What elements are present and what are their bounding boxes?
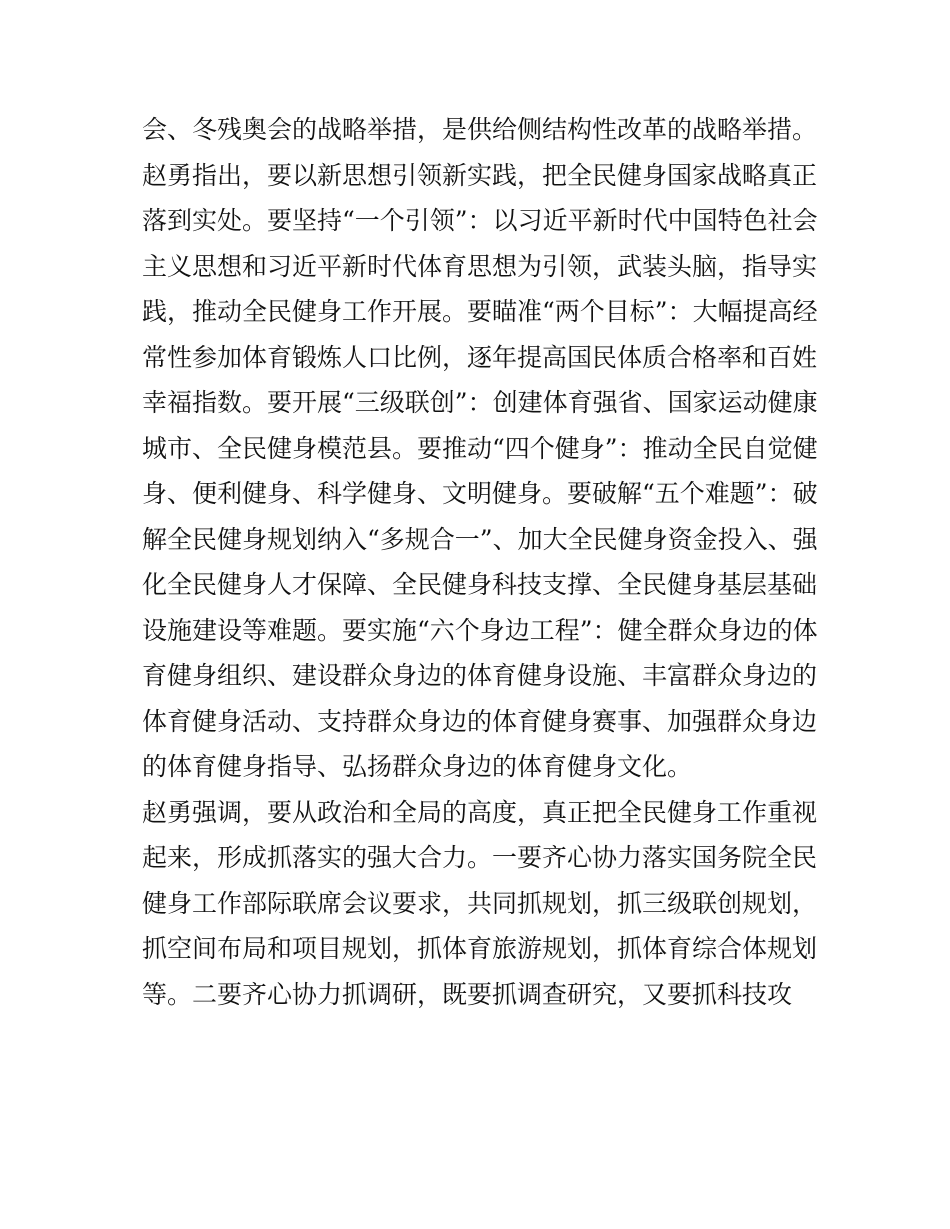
text-line: 设施建设等难题。要实施“六个身边工程”：健全群众身边的体: [142, 615, 818, 645]
text-line: 主义思想和习近平新时代体育思想为引领，武装头脑，指导实: [142, 251, 818, 281]
text-line: 城市、全民健身模范县。要推动“四个健身”：推动全民自觉健: [142, 433, 818, 463]
text-line: 落到实处。要坚持“一个引领”：以习近平新时代中国特色社会: [142, 206, 818, 235]
text-line: 起来，形成抓落实的强大合力。一要齐心协力落实国务院全民: [142, 843, 818, 872]
body-text: [142, 107, 822, 1017]
text-line: 幸福指数。要开展“三级联创”：创建体育强省、国家运动健康: [142, 388, 818, 417]
text-line: 等。二要齐心协力抓调研，既要抓调查研究，又要抓科技攻: [142, 979, 793, 1009]
text-line: 践，推动全民健身工作开展。要瞄准“两个目标”：大幅提高经: [142, 297, 818, 326]
text-line: 赵勇指出，要以新思想引领新实践，把全民健身国家战略真正: [142, 160, 818, 190]
text-line: 常性参加体育锻炼人口比例，逐年提高国民体质合格率和百姓: [142, 342, 818, 372]
text-line: 健身工作部际联席会议要求，共同抓规划，抓三级联创规划，: [142, 888, 818, 918]
text-line: 抓空间布局和项目规划，抓体育旅游规划，抓体育综合体规划: [142, 934, 818, 963]
text-line: 化全民健身人才保障、全民健身科技支撑、全民健身基层基础: [142, 570, 818, 599]
text-line: 赵勇强调，要从政治和全局的高度，真正把全民健身工作重视: [142, 797, 818, 827]
text-line: 体育健身活动、支持群众身边的体育健身赛事、加强群众身边: [142, 706, 818, 736]
text-line: 身、便利健身、科学健身、文明健身。要破解“五个难题”：破: [142, 479, 818, 508]
text-line: 的体育健身指导、弘扬群众身边的体育健身文化。: [142, 752, 693, 781]
text-line: 解全民健身规划纳入“多规合一”、加大全民健身资金投入、强: [142, 524, 818, 554]
text-line: 会、冬残奥会的战略举措，是供给侧结构性改革的战略举措。: [142, 115, 818, 144]
text-line: 育健身组织、建设群众身边的体育健身设施、丰富群众身边的: [142, 661, 818, 690]
